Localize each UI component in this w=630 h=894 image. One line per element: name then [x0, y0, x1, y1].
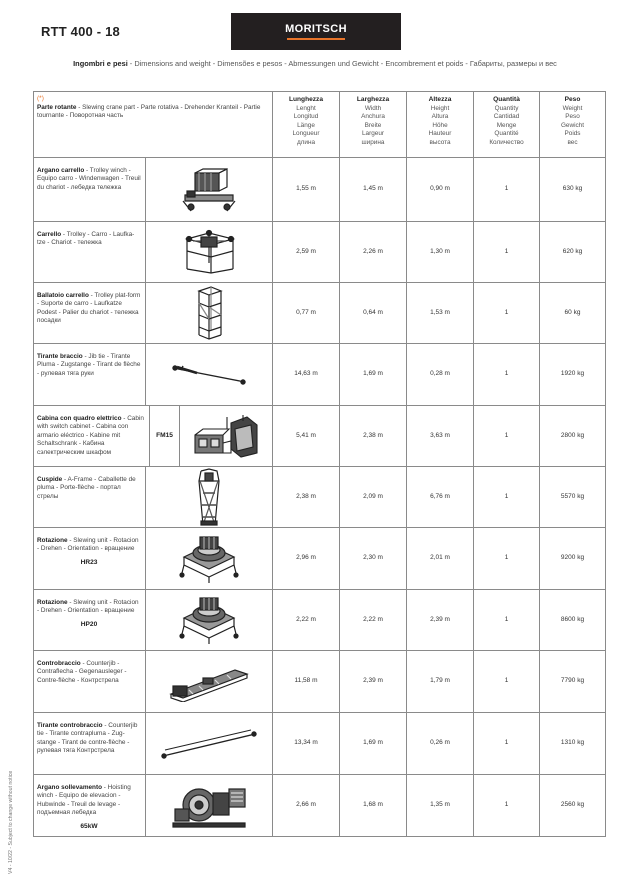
- weight-value: 620 kg: [540, 222, 606, 283]
- height-value: 1,35 m: [407, 775, 474, 837]
- height-value: 1,30 m: [407, 222, 474, 283]
- length-value: 11,58 m: [273, 651, 340, 713]
- component-translations: - Trolley plat-form - Suporte de carro - Laufkatze Podest - Palier du chariot - тележка посадки: [37, 292, 141, 325]
- component-description: [34, 283, 146, 343]
- component-description: [34, 528, 146, 589]
- model-label: HR23: [80, 558, 98, 566]
- component-cell: [34, 222, 273, 283]
- height-value: 1,79 m: [407, 651, 474, 713]
- height-value: 2,01 m: [407, 528, 474, 590]
- width-value: 2,30 m: [340, 528, 407, 590]
- column-header-0: [273, 92, 340, 158]
- table-row: [34, 158, 606, 222]
- width-value: 2,26 m: [340, 222, 407, 283]
- component-cell: [34, 158, 273, 222]
- column-subtitle: Peso: [565, 113, 580, 121]
- length-value: 2,66 m: [273, 775, 340, 837]
- header-rotating-part: [34, 92, 273, 158]
- column-subtitle: Länge: [297, 121, 315, 129]
- weight-value: 630 kg: [540, 158, 606, 222]
- qty-value: 1: [474, 590, 540, 651]
- hoisting-winch-icon: [146, 775, 272, 836]
- column-title: Peso: [564, 96, 581, 103]
- component-name: Argano sollevamento: [37, 784, 102, 791]
- logo-text: MORITSCH: [285, 23, 347, 35]
- subtitle-bold: Ingombri e pesi: [73, 59, 128, 68]
- width-value: 1,68 m: [340, 775, 407, 837]
- table-row: [34, 406, 606, 467]
- component-name: Carrello: [37, 231, 62, 238]
- width-value: 2,09 m: [340, 467, 407, 528]
- component-name: Rotazione: [37, 599, 68, 606]
- cabin-icon: [180, 406, 272, 466]
- width-value: 0,64 m: [340, 283, 407, 344]
- model-label: FM15: [150, 406, 180, 466]
- column-title: Larghezza: [356, 96, 390, 103]
- component-translations: - Trolley - Carro - Laufka-tze - Chariot - тележка: [37, 231, 135, 247]
- column-subtitle: вес: [567, 138, 578, 146]
- weight-value: 2800 kg: [540, 406, 606, 467]
- component-translations: - Cabin with switch cabinet - Cabina con armario eléctrico - Kabine mit Schaltschrank - Кабина сэлектрическим шкафом: [37, 415, 144, 456]
- component-name: Argano carrello: [37, 167, 85, 174]
- component-name: Controbraccio: [37, 660, 81, 667]
- weight-value: 9200 kg: [540, 528, 606, 590]
- component-name: Ballatoio carrello: [37, 292, 89, 299]
- length-value: 0,77 m: [273, 283, 340, 344]
- component-description: [34, 406, 150, 466]
- component-name: Tirante braccio: [37, 353, 83, 360]
- column-subtitle: длина: [296, 138, 316, 146]
- component-description: [34, 158, 146, 221]
- table-row: [34, 651, 606, 713]
- length-value: 13,34 m: [273, 713, 340, 775]
- component-translations: - Trolley winch - Equipo carro - Windenwagen - Treuil du chariot - лебедка тележка: [37, 167, 141, 191]
- column-subtitle: Hauteur: [428, 130, 452, 138]
- qty-value: 1: [474, 651, 540, 713]
- length-value: 14,63 m: [273, 344, 340, 406]
- height-value: 0,26 m: [407, 713, 474, 775]
- component-translations: - Counterjib tie - Tirante contrapluma - Zug-stange - Tirant de contre-flèche - рулевая тяга Контрстрела: [37, 722, 138, 755]
- table-row: [34, 590, 606, 651]
- length-value: 2,38 m: [273, 467, 340, 528]
- column-title: Quantità: [493, 96, 520, 103]
- width-value: 1,69 m: [340, 344, 407, 406]
- column-subtitle: Quantité: [494, 130, 519, 138]
- length-value: 2,22 m: [273, 590, 340, 651]
- jib-tie-icon: [146, 344, 272, 405]
- component-name: Cabina con quadro elettrico: [37, 415, 122, 422]
- column-subtitle: Gewicht: [560, 121, 585, 129]
- weight-value: 5570 kg: [540, 467, 606, 528]
- height-value: 3,63 m: [407, 406, 474, 467]
- qty-value: 1: [474, 222, 540, 283]
- component-name: Tirante controbraccio: [37, 722, 103, 729]
- component-cell: [34, 775, 273, 837]
- table-row: [34, 713, 606, 775]
- column-subtitle: Longitud: [293, 113, 319, 121]
- column-subtitle: Height: [430, 104, 450, 112]
- component-description: [34, 590, 146, 650]
- column-subtitle: Lenght: [296, 104, 316, 112]
- column-subtitle: ширина: [361, 138, 385, 146]
- component-name: Rotazione: [37, 537, 68, 544]
- asterisk-note: (*): [37, 95, 44, 102]
- component-description: [34, 344, 146, 405]
- header-rotating-part-bold: Parte rotante: [37, 103, 77, 111]
- column-subtitle: Cantidad: [493, 113, 520, 121]
- column-header-4: [540, 92, 606, 158]
- table-row: [34, 775, 606, 837]
- component-cell: [34, 651, 273, 713]
- qty-value: 1: [474, 406, 540, 467]
- model-label: 65kW: [80, 822, 98, 830]
- column-subtitle: Anchura: [361, 113, 385, 121]
- column-subtitle: Breite: [364, 121, 382, 129]
- height-value: 1,53 m: [407, 283, 474, 344]
- width-value: 1,45 m: [340, 158, 407, 222]
- component-cell: [34, 344, 273, 406]
- model-label: HP20: [80, 620, 98, 628]
- component-cell: [34, 590, 273, 651]
- column-header-3: [474, 92, 540, 158]
- trolley-winch-icon: [146, 158, 272, 221]
- component-cell: [34, 406, 273, 467]
- table-row: [34, 344, 606, 406]
- component-cell: [34, 713, 273, 775]
- qty-value: 1: [474, 344, 540, 406]
- component-translations: - A-Frame - Caballette de pluma - Porte-flèche - портал стрелы: [37, 476, 136, 500]
- qty-value: 1: [474, 528, 540, 590]
- weight-value: 1310 kg: [540, 713, 606, 775]
- component-translations: - Jib tie - Tirante Pluma - Zugstange - Tirant de flèche - рулевая тяга руки: [37, 353, 141, 377]
- component-translations: - Slewing unit - Rotacion - Drehen - Orientation - вращение: [37, 599, 139, 615]
- column-subtitle: Höhe: [432, 121, 448, 129]
- component-translations: - Counterjib - Contraflecha - Gegenausleger - Contre-flèche - Контрстрела: [37, 660, 127, 684]
- weight-value: 60 kg: [540, 283, 606, 344]
- logo-accent-bar: [287, 38, 345, 40]
- version-note: V4 - 10/22 - Subject to change without notice: [8, 770, 14, 874]
- height-value: 6,76 m: [407, 467, 474, 528]
- length-value: 2,59 m: [273, 222, 340, 283]
- column-title: Altezza: [428, 96, 452, 103]
- a-frame-icon: [146, 467, 272, 527]
- qty-value: 1: [474, 713, 540, 775]
- length-value: 5,41 m: [273, 406, 340, 467]
- counterjib-icon: [146, 651, 272, 712]
- brand-logo: [231, 13, 401, 50]
- width-value: 1,69 m: [340, 713, 407, 775]
- slewing-unit-icon: [146, 590, 272, 650]
- component-translations: - Slewing unit - Rotacion - Drehen - Orientation - вращение: [37, 537, 139, 553]
- table-row: [34, 283, 606, 344]
- trolley-icon: [146, 222, 272, 282]
- length-value: 1,55 m: [273, 158, 340, 222]
- column-subtitle: Width: [364, 104, 382, 112]
- column-subtitle: Количество: [489, 138, 524, 146]
- component-description: [34, 775, 146, 836]
- dimensions-table: [33, 91, 606, 837]
- width-value: 2,22 m: [340, 590, 407, 651]
- column-subtitle: Altura: [431, 113, 449, 121]
- length-value: 2,96 m: [273, 528, 340, 590]
- qty-value: 1: [474, 283, 540, 344]
- column-title: Lunghezza: [288, 96, 324, 103]
- slewing-unit-icon: [146, 528, 272, 589]
- column-subtitle: Largeur: [361, 130, 385, 138]
- weight-value: 7790 kg: [540, 651, 606, 713]
- counterjib-tie-icon: [146, 713, 272, 774]
- column-header-1: [340, 92, 407, 158]
- height-value: 0,28 m: [407, 344, 474, 406]
- table-row: [34, 222, 606, 283]
- weight-value: 8600 kg: [540, 590, 606, 651]
- height-value: 0,90 m: [407, 158, 474, 222]
- width-value: 2,38 m: [340, 406, 407, 467]
- header-rotating-part-rest: - Slewing crane part - Parte rotativa - Drehender Kranteil - Partie tournante - Поворотная часть: [37, 103, 261, 120]
- component-cell: [34, 528, 273, 590]
- column-subtitle: Quantity: [494, 104, 519, 112]
- table-row: [34, 467, 606, 528]
- component-cell: [34, 467, 273, 528]
- component-description: [34, 222, 146, 282]
- column-subtitle: Longueur: [292, 130, 320, 138]
- width-value: 2,39 m: [340, 651, 407, 713]
- column-subtitle: Poids: [564, 130, 581, 138]
- component-cell: [34, 283, 273, 344]
- qty-value: 1: [474, 158, 540, 222]
- column-subtitle: Menge: [496, 121, 517, 129]
- column-subtitle: высота: [429, 138, 451, 146]
- document-title: RTT 400 - 18: [41, 24, 120, 39]
- section-subtitle: [0, 59, 630, 68]
- trolley-platform-icon: [146, 283, 272, 343]
- column-header-2: [407, 92, 474, 158]
- component-translations: - Hoisting winch - Equipo de elevacion - Hubwinde - Treuil de levage - подъемная лебедка: [37, 784, 131, 817]
- height-value: 2,39 m: [407, 590, 474, 651]
- component-description: [34, 651, 146, 712]
- component-description: [34, 713, 146, 774]
- component-name: Cuspide: [37, 476, 63, 483]
- qty-value: 1: [474, 775, 540, 837]
- table-row: [34, 528, 606, 590]
- qty-value: 1: [474, 467, 540, 528]
- subtitle-rest: - Dimensions and weight - Dimensões e pesos - Abmessungen und Gewicht - Encombrement et poids - Габариты, размеры и вес: [127, 59, 557, 68]
- component-description: [34, 467, 146, 527]
- table-header-row: [34, 92, 606, 158]
- column-subtitle: Weight: [562, 104, 583, 112]
- weight-value: 1920 kg: [540, 344, 606, 406]
- weight-value: 2560 kg: [540, 775, 606, 837]
